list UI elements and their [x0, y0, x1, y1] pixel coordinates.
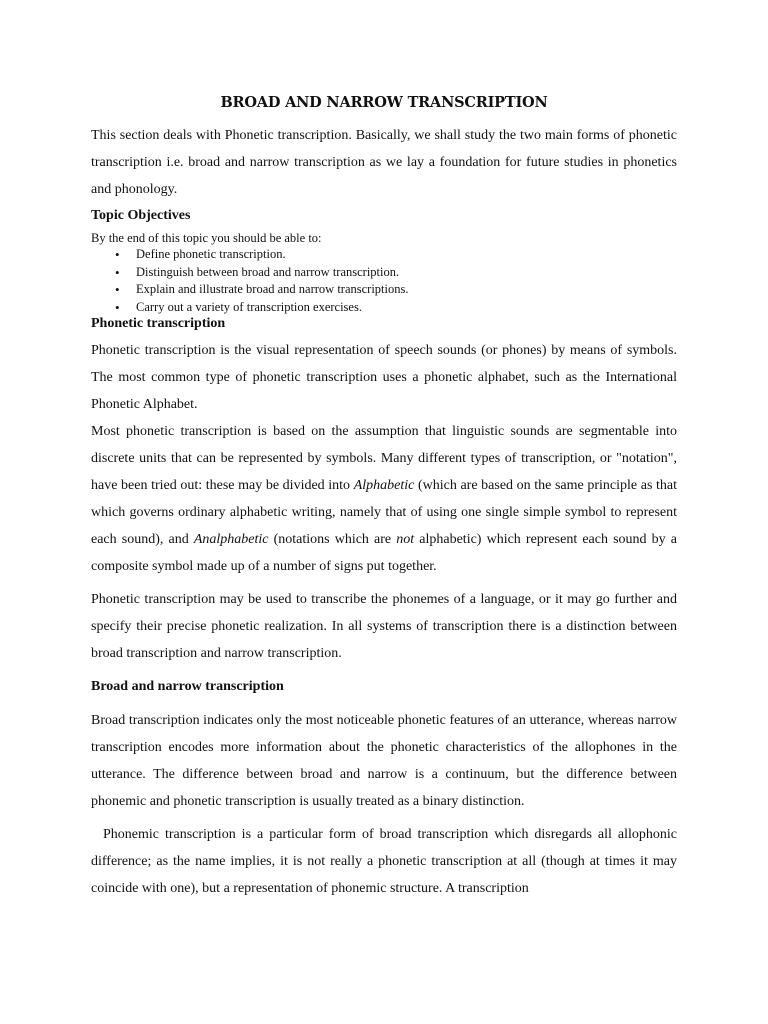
document-page [91, 92, 681, 902]
page-title: BROAD AND NARROW TRANSCRIPTION [220, 94, 548, 111]
phonetic-paragraph-1: Phonetic transcription is the visual representation of speech sounds (or phones) by means of symbols. The most common type of phonetic transcription uses a phonetic alphabet, such as the International Phonetic Alphabet. [91, 343, 677, 412]
list-item: • Explain and illustrate broad and narrow transcriptions. [136, 281, 677, 299]
broad-paragraph-2: Phonemic transcription is a particular form of broad transcription which disregards all allophonic difference; as the name implies, it is not really a phonetic transcription at all (though at times it may coincide with one), but a representation of phonemic structure. A transcription [91, 827, 681, 896]
list-item: • Distinguish between broad and narrow transcription. [136, 264, 677, 282]
term-alphabetic: Alphabetic [353, 478, 415, 493]
objectives-list [91, 246, 677, 316]
text-span: (notations which are [268, 532, 397, 547]
list-item: • Define phonetic transcription. [136, 246, 677, 264]
broad-narrow-heading: Broad and narrow transcription [91, 679, 284, 694]
term-analphabetic: Analphabetic [193, 532, 269, 547]
term-not: not [396, 532, 415, 547]
phonetic-transcription-heading: Phonetic transcription [91, 316, 226, 331]
broad-paragraph-1: Broad transcription indicates only the most noticeable phonetic features of an utterance, whereas narrow transcription encodes more information about the phonetic characteristics of the allophones in the utterance. The difference between broad and narrow is a continuum, but the difference between phonemic and phonetic transcription is usually treated as a binary distinction. [91, 713, 677, 809]
text-span: alphabetic) which represent each sound by a composite symbol made up of a number of signs put together. [91, 532, 678, 574]
phonetic-paragraph-2 [91, 418, 677, 580]
objectives-heading: Topic Objectives [91, 208, 191, 223]
phonetic-paragraph-3: Phonetic transcription may be used to transcribe the phonemes of a language, or it may go further and specify their precise phonetic realization. In all systems of transcription there is a distinction between broad transcription and narrow transcription. [91, 592, 677, 661]
objectives-lead: By the end of this topic you should be able to: [91, 231, 322, 245]
text-span: Most phonetic transcription is based on the assumption that linguistic sounds are segmentable into discrete units that can be represented by symbols. Many different types of transcription, or "notation", have been tried out: these may be divided into [91, 424, 677, 493]
text-span: (which are based on the same principle as that which governs ordinary alphabetic writing, namely that of using one single simple symbol to represent each sound), and [91, 478, 678, 547]
list-item: • Carry out a variety of transcription exercises. [136, 299, 677, 317]
intro-paragraph: This section deals with Phonetic transcription. Basically, we shall study the two main forms of phonetic transcription i.e. broad and narrow transcription as we lay a foundation for future studies in phonetics and phonology. [91, 128, 677, 197]
